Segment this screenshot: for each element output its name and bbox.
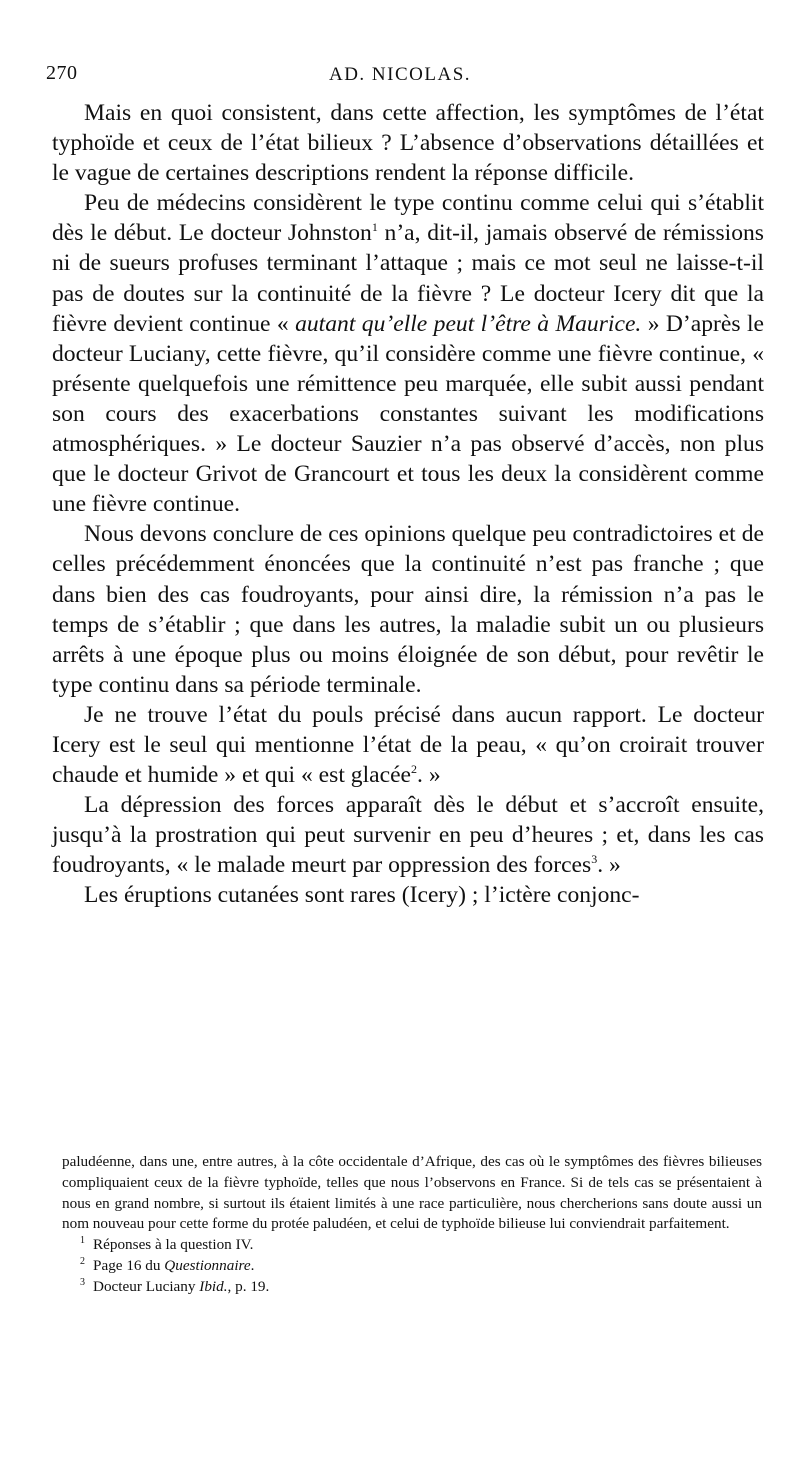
footnote-ref: 1 bbox=[371, 220, 378, 235]
paragraph: Nous devons conclure de ces opinions quelque peu contradictoires et de celles précédemment énoncées que la continuité n’est pas franche ; que dans bien des cas foudroyants, pour ainsi dire, la rémission n’a pas le temps de s’établir ; que dans les autres, la maladie subit un ou plusieurs arrêts à une époque plus ou moins éloignée de son début, pour revêtir le type continu dans sa période terminale. bbox=[52, 521, 764, 698]
paragraph: Les éruptions cutanées sont rares (Icery) ; l’ictère conjonc- bbox=[84, 882, 640, 909]
footnote-mark: 3 bbox=[80, 1276, 85, 1288]
paragraph: La dépression des forces apparaît dès le début et s’accroît ensuite, jusqu’à la prostration qui peut survenir en peu d’heures ; et, dans les cas foudroyants, « le malade meurt par oppression des forces$^3$. » bbox=[52, 792, 764, 879]
paragraph: Mais en quoi consistent, dans cette affection, les symptômes de l’état typhoïde et ceux de l’état bilieux ? L’absence d’observations détaillées et le vague de certaines descriptions rendent la réponse difficile. bbox=[52, 100, 764, 187]
footnote-mark: 1 bbox=[80, 1235, 85, 1247]
running-head: AD. NICOLAS. bbox=[328, 64, 472, 85]
footnote-mark: 2 bbox=[80, 1255, 85, 1267]
footnote-2: $^2$ Page 16 du Questionnaire. bbox=[80, 1255, 255, 1274]
footnotes bbox=[62, 1152, 762, 1298]
page-header bbox=[38, 62, 762, 92]
main-text bbox=[52, 98, 764, 911]
footnote-1: $^1$ Réponses à la question IV. bbox=[80, 1235, 254, 1254]
italic-quote: autant qu’elle peut l’être à Maurice. bbox=[295, 310, 642, 337]
footnote-ref: 3 bbox=[591, 852, 598, 867]
page-number: 270 bbox=[46, 62, 78, 84]
footnote-continuation: paludéenne, dans une, entre autres, à la côte occidentale d’Afrique, des cas où le symptômes des fièvres bilieuses compliquaient ceux de la fièvre typhoïde, telles que nous l’observons en France. Si de tels cas se présentaient à nous en grand nombre, si surtout ils étaient limités à une race particulière, nous chercherions sans doute aussi un nom nouveau pour cette forme du protée paludéen, et celui de typhoïde bilieuse lui conviendrait parfaitement. bbox=[62, 1153, 762, 1233]
footnote-3: $^3$ Docteur Luciany Ibid., p. 19. bbox=[80, 1276, 270, 1295]
footnote-ref: 2 bbox=[411, 762, 418, 777]
paragraph: Peu de médecins considèrent le type continu comme celui qui s’établit dès le début. Le docteur Johnston$^1$ n’a, dit-il, jamais observé de rémissions ni de sueurs profuses terminant l’attaque ; mais ce mot seul ne laisse-t-il pas de doutes sur la continuité de la fièvre ? Le docteur Icery dit que la fièvre devient continue « autant qu’elle peut l’être à Maurice. » D’après le docteur Luciany, cette fièvre, qu’il considère comme une fièvre continue, « présente quelquefois une rémittence peu marquée, elle subit aussi pendant son cours des exacerbations constantes suivant les modifications atmosphériques. » Le docteur Sauzier n’a pas observé d’accès, non plus que le docteur Grivot de Grancourt et tous les deux la considèrent comme une fièvre continue. bbox=[52, 190, 764, 518]
paragraph: Je ne trouve l’état du pouls précisé dans aucun rapport. Le docteur Icery est le seul qui mentionne l’état de la peau, « qu’on croirait trouver chaude et humide » et qui « est glacée$^2$. » bbox=[52, 701, 764, 789]
